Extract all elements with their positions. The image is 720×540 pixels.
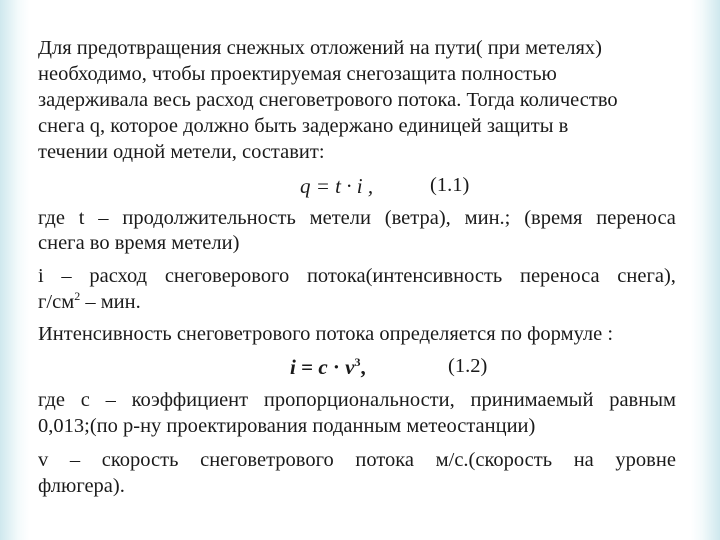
i-definition-line-2: $г/см^2$ – мин.: [38, 289, 141, 313]
c-definition-line-1: где с – коэффициент пропорциональности, принимаемый равным: [38, 389, 676, 411]
v-definition-line-2: флюгера).: [38, 475, 125, 497]
intro-line-3: задерживала весь расход снеговетрового потока. Тогда количество: [38, 89, 618, 111]
formula-2: $i = c \cdot v^3$,: [290, 355, 366, 379]
formula-1-expression: q = t · i ,: [300, 174, 374, 198]
c-definition-line-2: 0,013;(по р-ну проектирования поданным метеостанции): [38, 415, 536, 437]
intro-line-5: течении одной метели, составит:: [38, 141, 325, 163]
intro-line-2: необходимо, чтобы проектируемая снегозащита полностью: [38, 63, 557, 85]
t-definition-line-2: снега во время метели): [38, 232, 240, 254]
t-definition-line-1: где t – продолжительность метели (ветра), мин.; (время переноса: [38, 207, 676, 229]
v-definition-line-1: v – скорость снеговетрового потока м/с.(скорость на уровне: [38, 449, 676, 471]
formula-2-number: (1.2): [448, 355, 488, 377]
i-definition-line-1: i – расход снеговерового потока(интенсивность переноса снега),: [38, 265, 676, 287]
formula-1: [300, 173, 373, 199]
intro-line-1: Для предотвращения снежных отложений на пути( при метелях): [38, 37, 602, 59]
intensity-line: Интенсивность снеговетрового потока определяется по формуле :: [38, 323, 614, 345]
formula-1-number: (1.1): [430, 174, 470, 196]
intro-line-4: снега q, которое должно быть задержано единицей защиты в: [38, 115, 569, 137]
